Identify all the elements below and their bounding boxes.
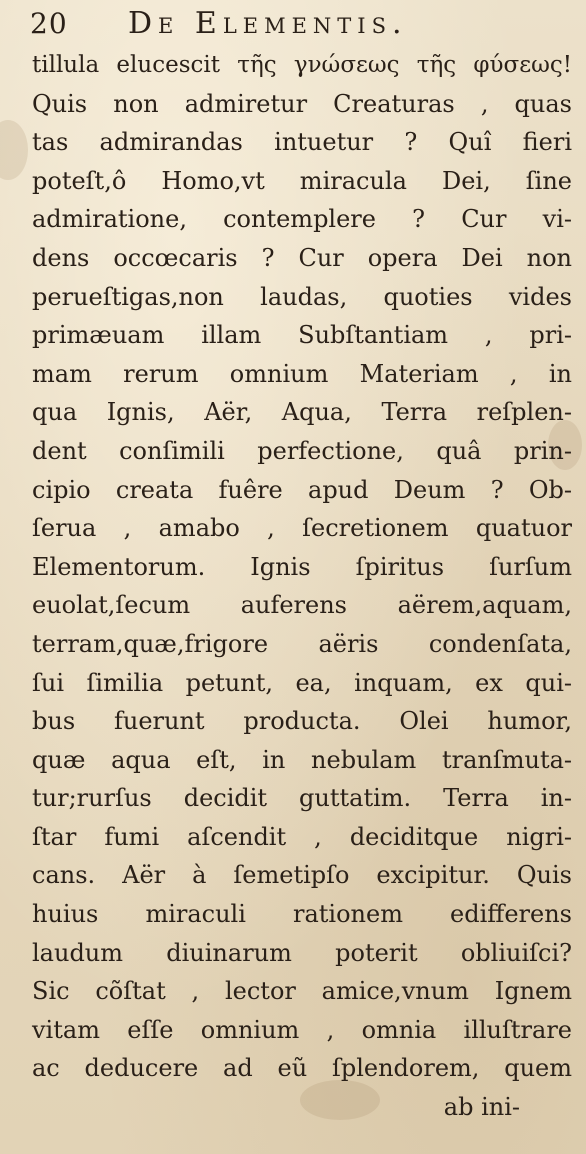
text-line: Sic cõſtat , lector amice,vnum Ignem — [32, 977, 572, 1006]
text-line: ac deducere ad eũ ſplendorem, quem — [32, 1054, 572, 1083]
text-line: primæuam illam Subſtantiam , pri- — [32, 321, 572, 350]
text-line: cans. Aër à ſemetipſo excipitur. Quis — [32, 861, 572, 890]
text-line: perueſtigas,non laudas, quoties vides — [32, 282, 572, 311]
text-line: cipio creata fuêre apud Deum ? Ob- — [32, 475, 572, 504]
catchword: ab ini- — [443, 1093, 520, 1122]
text-line: tas admirandas intuetur ? Quî fieri — [32, 128, 572, 157]
running-title: De Elementis. — [128, 6, 408, 41]
text-line: terram,quæ,frigore aëris condenſata, — [32, 629, 572, 658]
text-line: poteſt,ô Homo,vt miracula Dei, ſine — [32, 166, 572, 195]
text-line: vitam eſſe omnium , omnia illuſtrare — [32, 1015, 572, 1044]
text-line: ſerua , amabo , ſecretionem quatuor — [32, 514, 572, 543]
text-line: Quis non admiretur Creaturas , quas — [32, 89, 572, 118]
text-line: quæ aqua eſt, in nebulam tranſmuta- — [32, 745, 572, 774]
text-line: huius miraculi rationem edifferens — [32, 900, 572, 929]
text-line: ſui ſimilia petunt, ea, inquam, ex qui- — [32, 668, 572, 697]
page-number: 20 — [30, 7, 68, 40]
body-text — [20, 46, 576, 1127]
text-line: tur;rurſus decidit guttatim. Terra in- — [32, 784, 572, 813]
text-line: Elementorum. Ignis ſpiritus ſurſum — [32, 552, 572, 581]
text-line: laudum diuinarum poterit obliuiſci? — [32, 938, 572, 967]
text-line: euolat,ſecum auferens aërem,aquam, — [32, 591, 572, 620]
text-line: dent conſimili perfectione, quâ prin- — [32, 436, 572, 465]
text-line: admiratione, contemplere ? Cur vi- — [32, 205, 572, 234]
text-line: bus fuerunt producta. Olei humor, — [32, 707, 572, 736]
text-line: ſtar fumi aſcendit , deciditque nigri- — [32, 822, 572, 851]
text-line: tillula elucescit τῆς γνώσεως τῆς φύσεως! — [32, 52, 572, 78]
page-header — [30, 6, 550, 46]
text-line: dens occœcaris ? Cur opera Dei non — [32, 243, 572, 272]
text-line: mam rerum omnium Materiam , in — [32, 359, 572, 388]
text-line: qua Ignis, Aër, Aqua, Terra reſplen- — [32, 398, 572, 427]
